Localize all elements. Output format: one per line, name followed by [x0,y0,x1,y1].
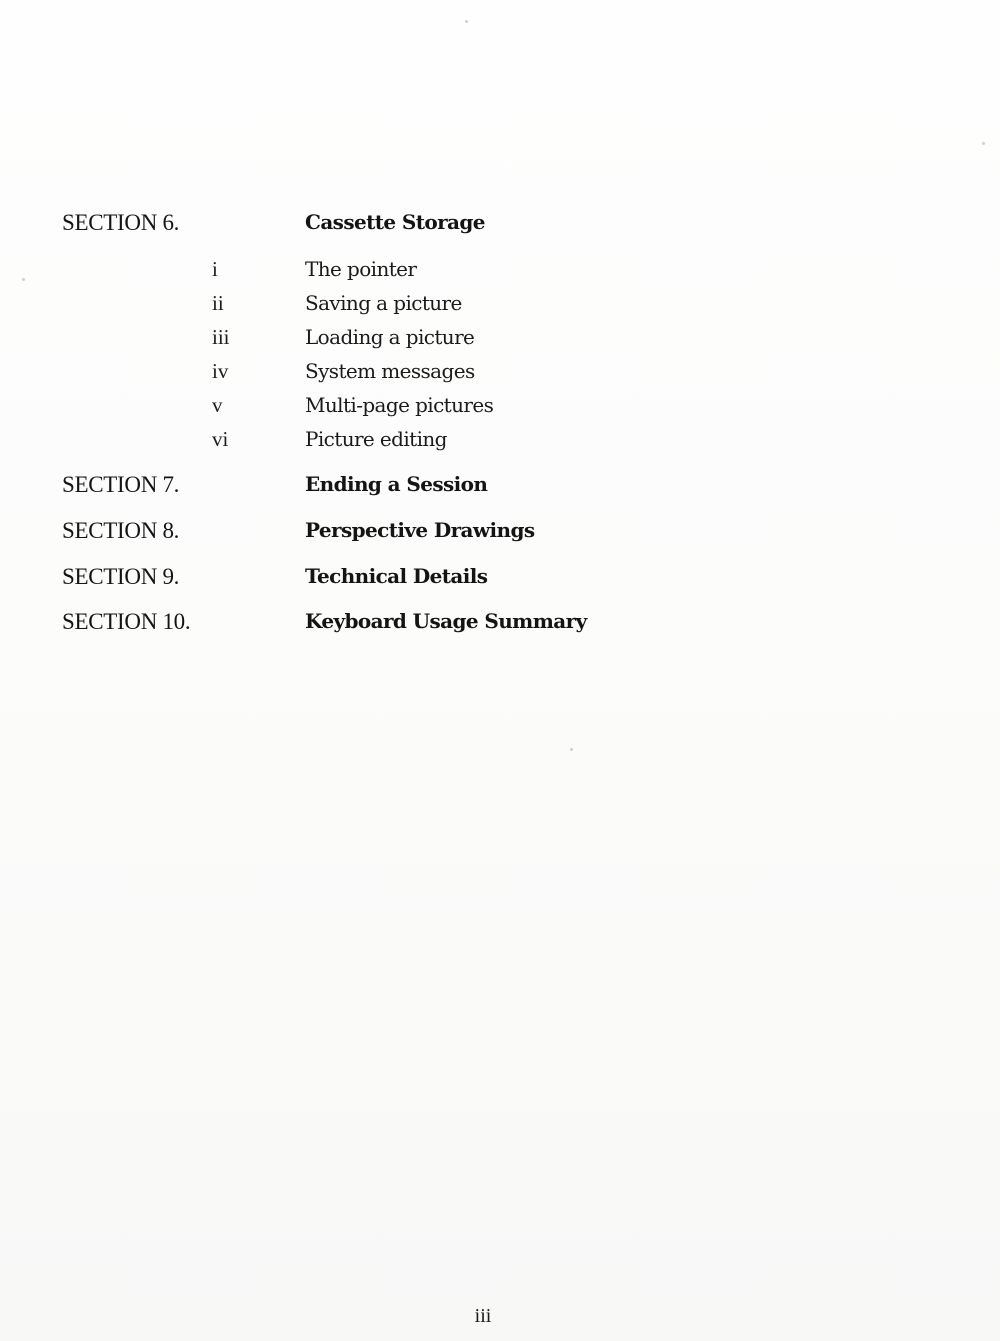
section-10-label: SECTION 10. [62,609,191,634]
section-6-item-5-title: Multi-page pictures [305,393,494,417]
section-6-item-6-number: vi [212,427,229,451]
section-10-title: Keyboard Usage Summary [305,609,587,633]
section-6-title: Cassette Storage [305,210,485,234]
paper-speck [22,278,25,281]
section-6-item-4-title: System messages [305,359,475,383]
section-6-item-6-title: Picture editing [305,427,447,451]
section-8-label: SECTION 8. [62,518,180,543]
section-6-item-2-number: ii [212,291,224,315]
section-7-label: SECTION 7. [62,472,180,497]
section-6-item-1-number: i [212,257,218,281]
section-6-item-4-number: iv [212,359,229,383]
section-6-item-3-number: iii [212,325,230,349]
section-6-item-1-title: The pointer [305,257,417,281]
paper-speck [982,142,985,145]
section-6-item-3-title: Loading a picture [305,325,475,349]
paper-speck [570,748,573,751]
section-9-title: Technical Details [305,564,488,588]
page-number: iii [474,1305,492,1327]
paper-speck [465,20,468,23]
section-8-title: Perspective Drawings [305,518,535,542]
section-6-item-2-title: Saving a picture [305,291,462,315]
section-9-label: SECTION 9. [62,564,180,589]
section-6-item-5-number: v [212,393,223,417]
section-7-title: Ending a Session [305,472,488,496]
section-6-label: SECTION 6. [62,210,180,235]
